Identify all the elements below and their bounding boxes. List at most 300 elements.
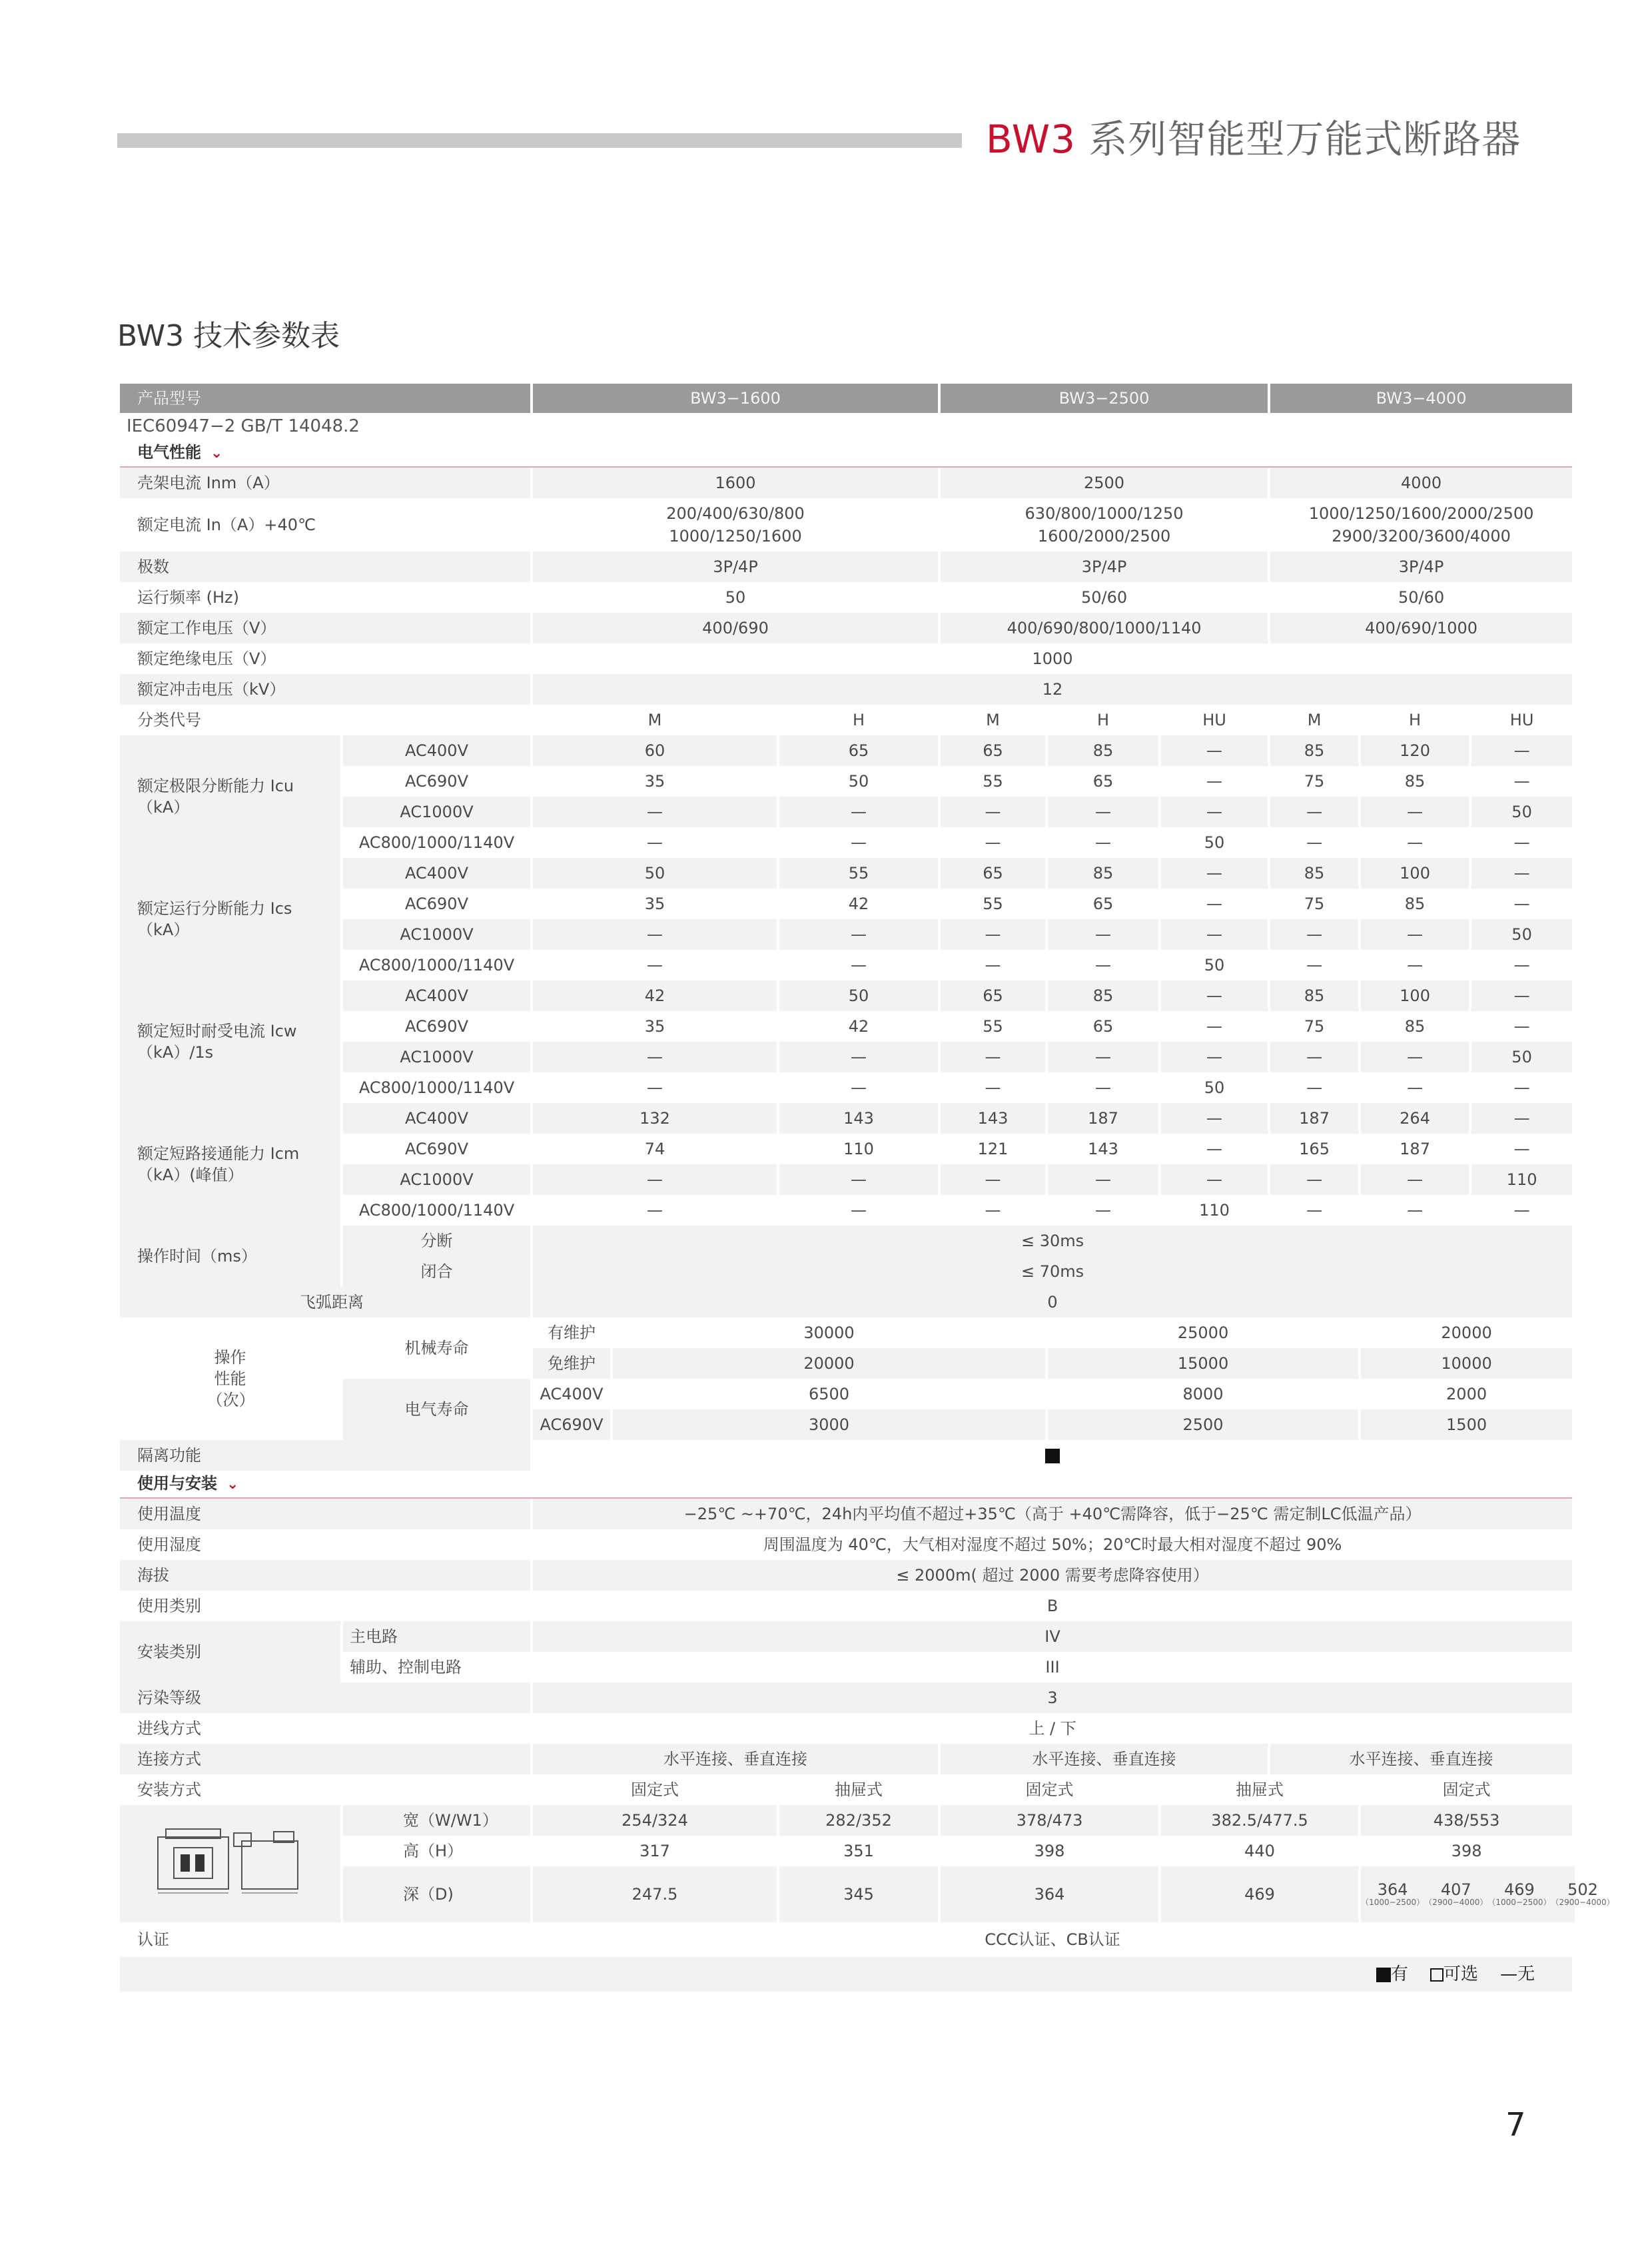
- cell: 247.5: [533, 1866, 777, 1922]
- cell: —: [779, 1072, 938, 1103]
- row-label: 使用温度: [120, 1499, 530, 1529]
- cell-line: 1000/1250/1600: [669, 527, 802, 546]
- cell: 周围温度为 40℃，大气相对湿度不超过 50%；20℃时最大相对湿度不超过 90%: [533, 1529, 1572, 1560]
- cell: —: [1161, 980, 1268, 1011]
- legend: [120, 1957, 1572, 1992]
- cell: 42: [533, 980, 777, 1011]
- table-row: [120, 1591, 1575, 1621]
- section-title: BW3 技术参数表: [117, 319, 340, 353]
- voltage-label: AC690V: [343, 889, 530, 919]
- cell: —: [1471, 950, 1572, 980]
- cell: 2000: [1361, 1379, 1572, 1409]
- model-header: BW3−4000: [1270, 384, 1572, 413]
- cell: 35: [533, 889, 777, 919]
- cell: 187: [1270, 1103, 1358, 1134]
- cell: 12: [533, 674, 1572, 705]
- col-header-label: 产品型号: [120, 384, 530, 413]
- cell: 469: [1161, 1866, 1358, 1922]
- cell: 65: [941, 858, 1045, 889]
- cell: —: [1161, 1164, 1268, 1195]
- cell: —: [1471, 827, 1572, 858]
- cell: 3: [533, 1682, 1572, 1713]
- cell: 65: [941, 980, 1045, 1011]
- depth-note: （2900−4000）: [1424, 1898, 1488, 1907]
- table-row: [120, 1560, 1575, 1591]
- cell: —: [1048, 797, 1158, 827]
- cell: 50/60: [941, 582, 1268, 613]
- header-rule: [117, 133, 962, 148]
- table-row: [120, 674, 1575, 705]
- table-row: [120, 1774, 1575, 1805]
- cell: 固定式: [941, 1774, 1158, 1805]
- cell: 20000: [613, 1348, 1045, 1379]
- cell: 85: [1361, 889, 1469, 919]
- cell: —: [1471, 1134, 1572, 1164]
- row-label: 运行频率 (Hz): [120, 582, 530, 613]
- cell: —: [941, 1195, 1045, 1226]
- cell: 2500: [941, 468, 1268, 498]
- cell: 398: [941, 1836, 1158, 1866]
- voltage-label: AC690V: [343, 1134, 530, 1164]
- table-row: [120, 705, 1575, 735]
- row-label: 使用湿度: [120, 1529, 530, 1560]
- cell: 30000: [613, 1317, 1045, 1348]
- cell: —: [1471, 1072, 1572, 1103]
- row-label: 安装方式: [120, 1774, 530, 1805]
- empty-square-icon: [1430, 1968, 1444, 1982]
- row-label: 极数: [120, 552, 530, 582]
- cell: B: [533, 1591, 1572, 1621]
- cell: —: [533, 919, 777, 950]
- cell: —: [1161, 1134, 1268, 1164]
- cell: —: [1270, 1072, 1358, 1103]
- table-row: [120, 1317, 1575, 1348]
- row-label: 飞弧距离: [120, 1287, 530, 1317]
- cell: —: [1361, 1164, 1469, 1195]
- cell: 3P/4P: [533, 552, 938, 582]
- cell: 55: [779, 858, 938, 889]
- standard-text: IEC60947−2 GB/T 14048.2: [120, 413, 1572, 440]
- cell: 121: [941, 1134, 1045, 1164]
- cell: —: [1161, 1011, 1268, 1042]
- depth-split-cell: [1361, 1866, 1615, 1922]
- voltage-label: AC800/1000/1140V: [343, 1072, 530, 1103]
- row-label: 额定电流 In（A）+40℃: [120, 498, 530, 552]
- cell: —: [1471, 980, 1572, 1011]
- sub-label: 分断: [343, 1226, 530, 1256]
- voltage-label: AC800/1000/1140V: [343, 1195, 530, 1226]
- cell: 400/690: [533, 613, 938, 643]
- cell: 282/352: [779, 1805, 938, 1836]
- spec-table: [117, 384, 1615, 1992]
- sub-label: 辅助、控制电路: [343, 1652, 530, 1682]
- cell: —: [1361, 1195, 1469, 1226]
- header-title-text: 系列智能型万能式断路器: [1088, 117, 1521, 162]
- cell: —: [533, 1042, 777, 1072]
- cell: 254/324: [533, 1805, 777, 1836]
- row-label: 分类代号: [120, 705, 530, 735]
- sub-label: 有维护: [533, 1317, 610, 1348]
- table-row: [120, 1287, 1575, 1317]
- cell: 水平连接、垂直连接: [533, 1744, 938, 1774]
- cell: 50: [1471, 797, 1572, 827]
- cell: —: [1161, 766, 1268, 797]
- depth-note: （1000−2500）: [1361, 1898, 1425, 1907]
- cell: —: [533, 1195, 777, 1226]
- cell: 50: [1471, 919, 1572, 950]
- cell: M: [533, 705, 777, 735]
- cell: —: [779, 797, 938, 827]
- cell: —: [1270, 950, 1358, 980]
- cell: 55: [941, 1011, 1045, 1042]
- cell: —: [1471, 766, 1572, 797]
- cell: 0: [533, 1287, 1572, 1317]
- cell: 364: [941, 1866, 1158, 1922]
- cell: —: [1471, 735, 1572, 766]
- cell: 120: [1361, 735, 1469, 766]
- cell: [1270, 498, 1572, 552]
- cell: 143: [779, 1103, 938, 1134]
- cell: M: [941, 705, 1045, 735]
- cell: 抽屉式: [1161, 1774, 1358, 1805]
- voltage-label: AC1000V: [343, 1164, 530, 1195]
- cell: —: [1361, 827, 1469, 858]
- row-label: 连接方式: [120, 1744, 530, 1774]
- cell: H: [1361, 705, 1469, 735]
- breaker-diagram-cell: [120, 1805, 340, 1922]
- cell: 438/553: [1361, 1805, 1572, 1836]
- cell: —: [779, 1195, 938, 1226]
- cell: 132: [533, 1103, 777, 1134]
- cell: 85: [1270, 858, 1358, 889]
- cell: 上 / 下: [533, 1713, 1572, 1744]
- voltage-label: AC400V: [343, 980, 530, 1011]
- cell-line: 2900/3200/3600/4000: [1332, 527, 1511, 546]
- cell: 3P/4P: [1270, 552, 1572, 582]
- cell: 65: [1048, 1011, 1158, 1042]
- cell: —: [533, 950, 777, 980]
- cell: 35: [533, 766, 777, 797]
- cell: 75: [1270, 766, 1358, 797]
- row-label: 进线方式: [120, 1713, 530, 1744]
- depth-value: 407: [1440, 1880, 1471, 1899]
- table-row: [120, 980, 1575, 1011]
- row-label: 额定绝缘电压（V）: [120, 643, 530, 674]
- legend-optional: 可选: [1444, 1964, 1479, 1984]
- table-row: [120, 1226, 1575, 1256]
- cell: —: [1161, 889, 1268, 919]
- sub-label: 宽（W/W1）: [343, 1805, 530, 1836]
- cell: —: [941, 797, 1045, 827]
- cell: 187: [1361, 1134, 1469, 1164]
- cell: 378/473: [941, 1805, 1158, 1836]
- category-row: [120, 440, 1575, 468]
- voltage-label: AC800/1000/1140V: [343, 950, 530, 980]
- cell: 110: [1161, 1195, 1268, 1226]
- cell-line: 200/400/630/800: [666, 504, 805, 523]
- cell: 85: [1048, 858, 1158, 889]
- cell: 382.5/477.5: [1161, 1805, 1358, 1836]
- cell: —: [941, 919, 1045, 950]
- cell: 85: [1361, 766, 1469, 797]
- category-row: [120, 1471, 1575, 1499]
- voltage-label: AC1000V: [343, 797, 530, 827]
- chevron-down-icon: ⌄: [226, 1476, 239, 1493]
- table-row: [120, 1499, 1575, 1529]
- row-label: 认证: [120, 1922, 530, 1957]
- cell: III: [533, 1652, 1572, 1682]
- table-row: [120, 1805, 1575, 1836]
- cell: 85: [1270, 735, 1358, 766]
- cell: —: [1270, 1042, 1358, 1072]
- cell: —: [533, 797, 777, 827]
- cell: —: [1161, 797, 1268, 827]
- cell: 6500: [613, 1379, 1045, 1409]
- cell: [941, 498, 1268, 552]
- cell-line: 1600/2000/2500: [1037, 527, 1171, 546]
- table-row: [120, 858, 1575, 889]
- cell-line: 1000/1250/1600/2000/2500: [1308, 504, 1534, 523]
- voltage-label: AC690V: [343, 766, 530, 797]
- cell: —: [1270, 1195, 1358, 1226]
- sub-label: 闭合: [343, 1256, 530, 1287]
- cell: 1000: [533, 643, 1572, 674]
- cell: —: [1361, 797, 1469, 827]
- cell: [533, 498, 938, 552]
- category-install[interactable]: [120, 1471, 1572, 1499]
- depth-value: 502: [1567, 1880, 1598, 1899]
- voltage-label: AC1000V: [343, 1042, 530, 1072]
- cell: —: [1161, 919, 1268, 950]
- cell: —: [941, 1072, 1045, 1103]
- row-label: 壳架电流 Inm（A）: [120, 468, 530, 498]
- cell: —: [941, 827, 1045, 858]
- row-label: 使用类别: [120, 1591, 530, 1621]
- cell: —: [1361, 919, 1469, 950]
- cell: 75: [1270, 1011, 1358, 1042]
- sub-label: 免维护: [533, 1348, 610, 1379]
- cell: ≤ 2000m( 超过 2000 需要考虑降容使用）: [533, 1560, 1572, 1591]
- cell: 110: [1471, 1164, 1572, 1195]
- cell: 165: [1270, 1134, 1358, 1164]
- cell: —: [779, 827, 938, 858]
- cell: —: [1270, 827, 1358, 858]
- page-number: 7: [1505, 2106, 1526, 2143]
- cell: —: [1270, 797, 1358, 827]
- cell: 50: [1161, 1072, 1268, 1103]
- cell: 100: [1361, 980, 1469, 1011]
- cell: 55: [941, 889, 1045, 919]
- group-label: [120, 1317, 340, 1440]
- cell: —: [1471, 1195, 1572, 1226]
- cell: —: [941, 1164, 1045, 1195]
- voltage-label: AC690V: [343, 1011, 530, 1042]
- cell: —: [1161, 735, 1268, 766]
- cell: 85: [1048, 735, 1158, 766]
- table-row: [120, 735, 1575, 766]
- voltage-label: AC800/1000/1140V: [343, 827, 530, 858]
- cell: —: [779, 1042, 938, 1072]
- cell-line: 630/800/1000/1250: [1025, 504, 1184, 523]
- cell: HU: [1161, 705, 1268, 735]
- sub-label: 高（H）: [343, 1836, 530, 1866]
- depth-value: 469: [1504, 1880, 1535, 1899]
- filled-square-icon: [1045, 1449, 1060, 1463]
- row-label: 海拔: [120, 1560, 530, 1591]
- table-row: [120, 1621, 1575, 1652]
- cell: 398: [1361, 1836, 1572, 1866]
- cell: 50: [1161, 827, 1268, 858]
- cell: 65: [1048, 766, 1158, 797]
- cell: 65: [779, 735, 938, 766]
- cell: 1600: [533, 468, 938, 498]
- table-row: [120, 1744, 1575, 1774]
- cell: 3P/4P: [941, 552, 1268, 582]
- cell: H: [779, 705, 938, 735]
- cell: IV: [533, 1621, 1572, 1652]
- cell: —: [1048, 950, 1158, 980]
- cell: —: [1161, 1103, 1268, 1134]
- cell: —: [1048, 827, 1158, 858]
- voltage-label: AC1000V: [343, 919, 530, 950]
- cell: 65: [941, 735, 1045, 766]
- cell: 75: [1270, 889, 1358, 919]
- table-header-row: [120, 384, 1575, 413]
- table-row: [120, 498, 1575, 552]
- cell: 抽屉式: [779, 1774, 938, 1805]
- sub-group-label: 电气寿命: [343, 1379, 530, 1440]
- cell: —: [779, 919, 938, 950]
- sub-label: 深（D): [343, 1866, 530, 1922]
- cell: 351: [779, 1836, 938, 1866]
- cell: 440: [1161, 1836, 1358, 1866]
- cell: 15000: [1048, 1348, 1358, 1379]
- cell: 固定式: [533, 1774, 777, 1805]
- cell: —: [1361, 1042, 1469, 1072]
- row-label: 污染等级: [120, 1682, 530, 1713]
- legend-none: —无: [1500, 1964, 1535, 1984]
- cell: 42: [779, 889, 938, 919]
- cell: 345: [779, 1866, 938, 1922]
- cell: 2500: [1048, 1409, 1358, 1440]
- cell: —: [1048, 1072, 1158, 1103]
- cell: —: [779, 1164, 938, 1195]
- cell: —: [941, 950, 1045, 980]
- voltage-label: AC400V: [343, 858, 530, 889]
- cell: 100: [1361, 858, 1469, 889]
- cell: H: [1048, 705, 1158, 735]
- table-row: [120, 468, 1575, 498]
- group-label: 操作时间（ms）: [120, 1226, 340, 1287]
- table-row: [120, 1713, 1575, 1744]
- row-label: 隔离功能: [120, 1440, 530, 1471]
- table-row: [120, 1682, 1575, 1713]
- cell: 42: [779, 1011, 938, 1042]
- operation-label: 操作 性能（次）: [206, 1348, 255, 1409]
- cell: 水平连接、垂直连接: [941, 1744, 1268, 1774]
- cell: 8000: [1048, 1379, 1358, 1409]
- table-row: [120, 552, 1575, 582]
- table-row: [120, 1922, 1575, 1957]
- cell: 10000: [1361, 1348, 1572, 1379]
- cell: 50: [779, 980, 938, 1011]
- table-row: [120, 643, 1575, 674]
- legend-has: 有: [1390, 1964, 1408, 1984]
- group-label: 安装类别: [120, 1621, 340, 1682]
- category-electrical[interactable]: [120, 440, 1572, 468]
- table-row: [120, 582, 1575, 613]
- isolation-cell: [533, 1440, 1572, 1471]
- cell: 110: [779, 1134, 938, 1164]
- cell: 50: [1471, 1042, 1572, 1072]
- cell: —: [533, 1164, 777, 1195]
- cell: 50: [1161, 950, 1268, 980]
- group-label: 额定运行分断能力 Ics（kA）: [120, 858, 340, 980]
- cell: 317: [533, 1836, 777, 1866]
- cell: 4000: [1270, 468, 1572, 498]
- cell: ≤ 30ms: [533, 1226, 1572, 1256]
- voltage-label: AC400V: [343, 1103, 530, 1134]
- cell: 3000: [613, 1409, 1045, 1440]
- depth-note: （2900−4000）: [1551, 1898, 1615, 1907]
- row-label: 额定工作电压（V）: [120, 613, 530, 643]
- brand-name: BW3: [986, 117, 1076, 162]
- cell: 85: [1361, 1011, 1469, 1042]
- cell: 85: [1048, 980, 1158, 1011]
- table-row: [120, 1529, 1575, 1560]
- cell: 50/60: [1270, 582, 1572, 613]
- cell: —: [1048, 1042, 1158, 1072]
- breaker-dimension-diagram: [154, 1824, 307, 1897]
- cell: 187: [1048, 1103, 1158, 1134]
- cell: 85: [1270, 980, 1358, 1011]
- group-label: 额定短路接通能力 Icm（kA）(峰值）: [120, 1103, 340, 1226]
- model-header: BW3−1600: [533, 384, 938, 413]
- model-header: BW3−2500: [941, 384, 1268, 413]
- cell: M: [1270, 705, 1358, 735]
- cell: 143: [1048, 1134, 1158, 1164]
- cell: —: [1471, 858, 1572, 889]
- cell: CCC认证、CB认证: [533, 1922, 1572, 1957]
- cell: —: [1161, 858, 1268, 889]
- cell: —: [1048, 1164, 1158, 1195]
- cell: —: [1270, 919, 1358, 950]
- cell: 水平连接、垂直连接: [1270, 1744, 1572, 1774]
- depth-note: （1000−2500）: [1487, 1898, 1551, 1907]
- sub-group-label: 机械寿命: [343, 1317, 530, 1379]
- cell: 400/690/1000: [1270, 613, 1572, 643]
- legend-row: [120, 1957, 1575, 1992]
- cell: 25000: [1048, 1317, 1358, 1348]
- sub-label: AC400V: [533, 1379, 610, 1409]
- cell: —: [533, 827, 777, 858]
- cell: —: [941, 1042, 1045, 1072]
- category-label: 使用与安装: [137, 1474, 217, 1493]
- cell: 35: [533, 1011, 777, 1042]
- standard-row: [120, 413, 1575, 440]
- table-row: [120, 1103, 1575, 1134]
- cell: 74: [533, 1134, 777, 1164]
- cell: 固定式: [1361, 1774, 1572, 1805]
- cell: 50: [533, 858, 777, 889]
- page-header-title: [986, 108, 1521, 164]
- cell: —: [1471, 1011, 1572, 1042]
- cell: —: [1048, 1195, 1158, 1226]
- breaking-capacity-section: [120, 735, 1575, 1226]
- group-label: 额定极限分断能力 Icu（kA）: [120, 735, 340, 858]
- cell: —: [779, 950, 938, 980]
- cell: 60: [533, 735, 777, 766]
